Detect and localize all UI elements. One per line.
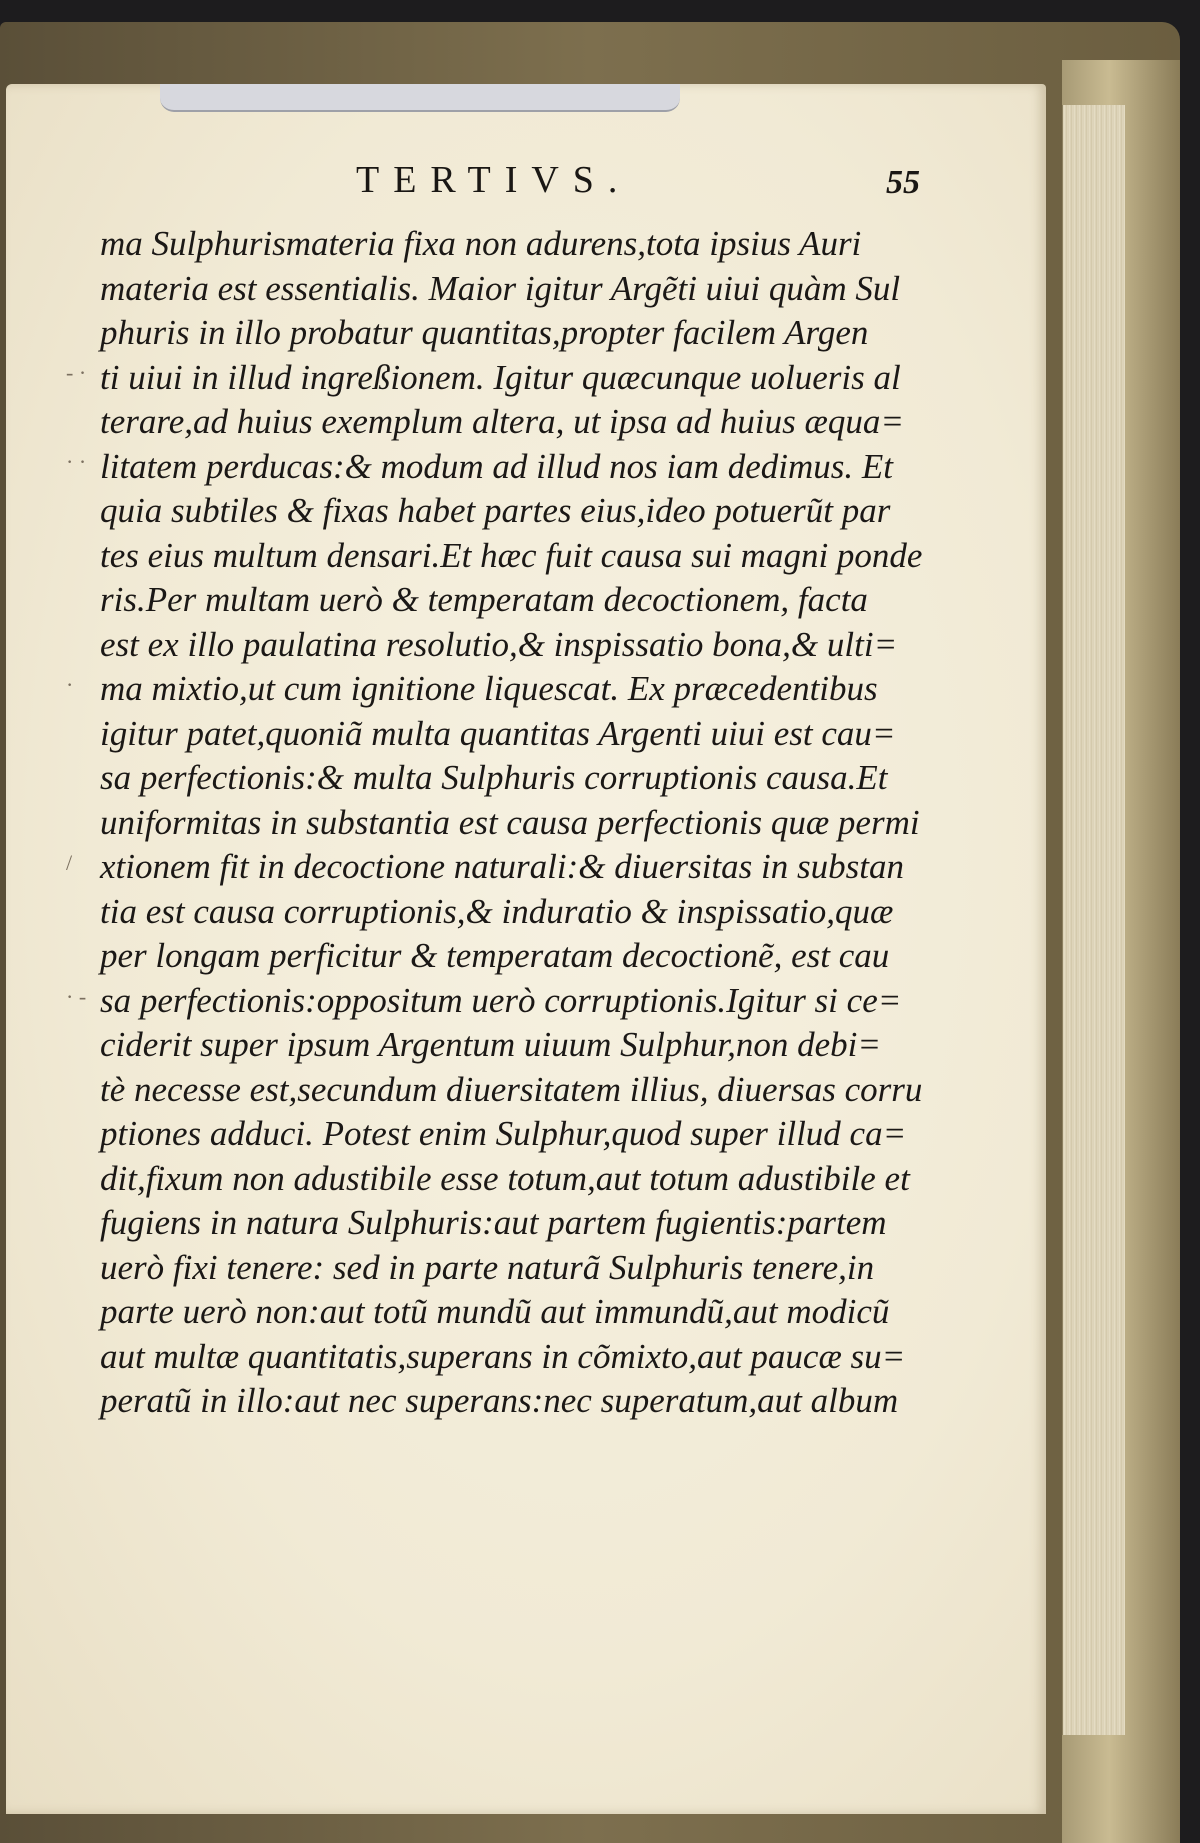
text-line: aut multæ quantitatis,superans in cõmixto,aut paucæ su=: [100, 1336, 906, 1376]
text-line: ciderit super ipsum Argentum uiuum Sulphur,non debi=: [100, 1025, 881, 1064]
text-line: peratũ in illo:aut nec superans:nec superatum,aut album: [100, 1381, 899, 1420]
page-number: 55: [886, 164, 920, 201]
text-line: quia subtiles & fixas habet partes eius,ideo potuerũt par: [100, 491, 891, 530]
body-text: [100, 222, 923, 1424]
text-line: sa perfectionis:& multa Sulphuris corruptionis causa.Et: [100, 758, 888, 797]
page-header: [6, 158, 1046, 208]
text-line: terare,ad huius exemplum altera, ut ipsa ad huius æqua=: [100, 402, 904, 441]
text-line: fugiens in natura Sulphuris:aut partem fugientis:partem: [100, 1203, 887, 1242]
text-line: ris.Per multam uerò & temperatam decoctionem, facta: [100, 580, 868, 619]
margin-mark: - ·: [66, 360, 87, 385]
text-line: parte uerò non:aut totũ mundũ aut immundũ,aut modicũ: [100, 1292, 890, 1331]
text-line: per longam perficitur & temperatam decoctionẽ, est cau: [100, 936, 890, 975]
text-line: est ex illo paulatina resolutio,& inspissatio bona,& ulti=: [100, 624, 898, 664]
margin-mark: · ·: [66, 449, 87, 474]
page-block-edge: [1062, 105, 1125, 1735]
running-title: TERTIVS.: [356, 159, 632, 201]
margin-mark: · -: [66, 984, 87, 1009]
text-line: materia est essentialis. Maior igitur Argẽti uiui quàm Sul: [100, 268, 901, 308]
text-line: uniformitas in substantia est causa perfectionis quæ permi: [100, 802, 920, 842]
text-line: ma mixtio,ut cum ignitione liquescat. Ex præcedentibus: [100, 669, 878, 708]
text-line: phuris in illo probatur quantitas,propter facilem Argen: [100, 313, 869, 352]
reading-tab: [160, 84, 680, 112]
text-line: tia est causa corruptionis,& induratio & inspissatio,quæ: [100, 891, 894, 931]
text-line: sa perfectionis:oppositum uerò corruptionis.Igitur si ce=: [100, 980, 902, 1020]
text-line: tes eius multum densari.Et hæc fuit causa sui magni ponde: [100, 535, 923, 575]
text-line: dit,fixum non adustibile esse totum,aut totum adustibile et: [100, 1158, 910, 1198]
text-line: igitur patet,quoniã multa quantitas Argenti uiui est cau=: [100, 713, 896, 753]
text-line: litatem perducas:& modum ad illud nos iam dedimus. Et: [100, 446, 893, 486]
text-line: uerò fixi tenere: sed in parte naturã Sulphuris tenere,in: [100, 1247, 875, 1287]
text-line: tè necesse est,secundum diuersitatem illius, diuersas corru: [100, 1069, 923, 1109]
margin-mark: ·: [66, 672, 74, 697]
text-line: xtionem fit in decoctione naturali:& diuersitas in substan: [100, 847, 904, 886]
margin-mark: /: [66, 850, 73, 875]
text-line: ti uiui in illud ingreßionem. Igitur quæcunque uolueris al: [100, 357, 901, 397]
text-line: ptiones adduci. Potest enim Sulphur,quod super illud ca=: [100, 1114, 907, 1153]
text-line: ma Sulphurismateria fixa non adurens,tota ipsius Auri: [100, 224, 862, 263]
